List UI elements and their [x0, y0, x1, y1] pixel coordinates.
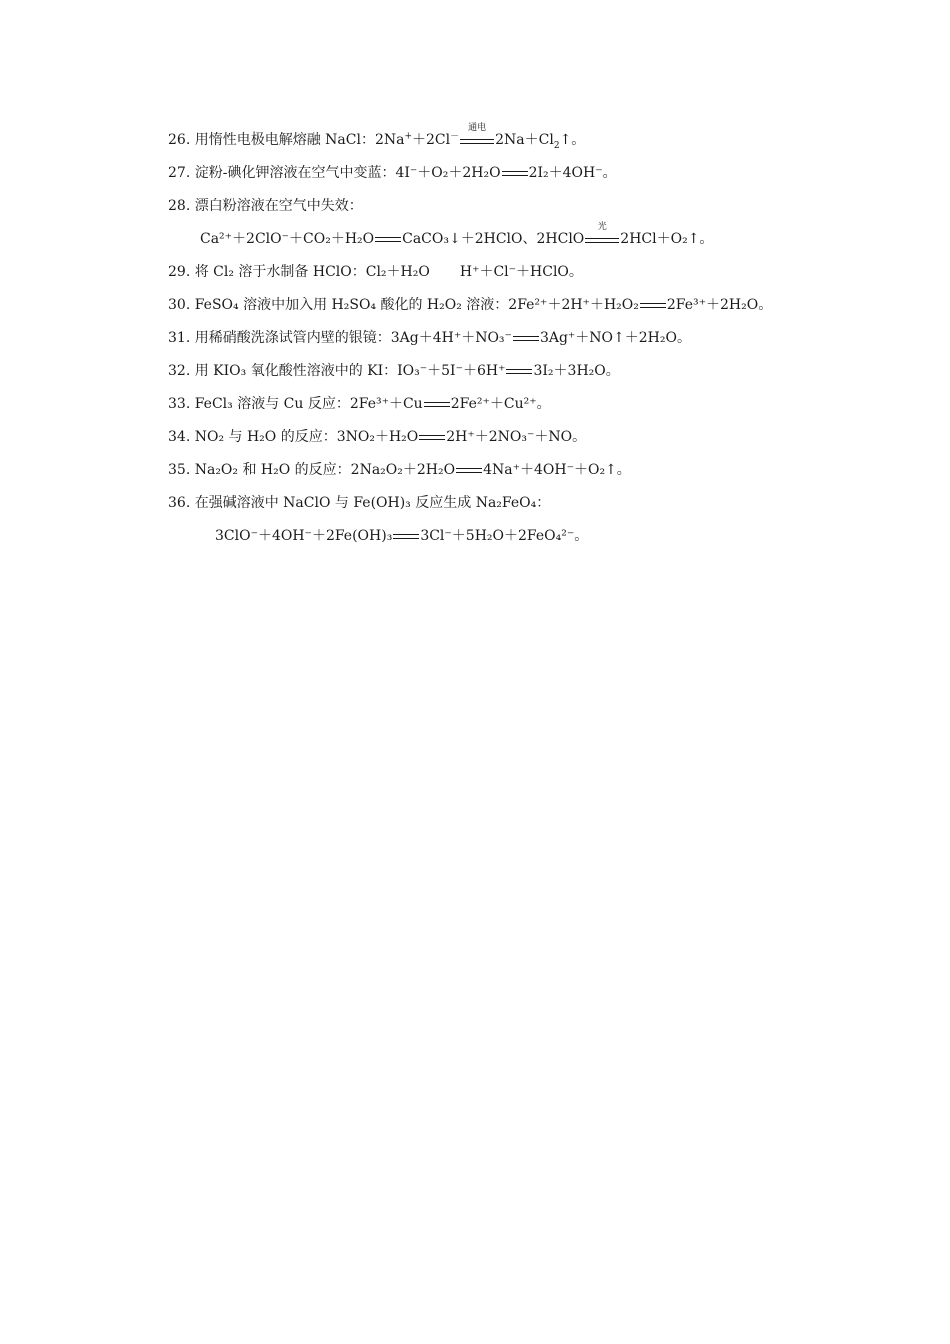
- equation-item-29: [168, 262, 583, 282]
- equals-sign: [424, 402, 450, 407]
- equation-item-34: [168, 427, 586, 447]
- item-text: 2Na＋Cl: [495, 132, 554, 148]
- equals-sign: [502, 171, 528, 176]
- item-text: 在强碱溶液中 NaClO 与 Fe(OH)₃ 反应生成 Na₂FeO₄：: [194, 495, 551, 511]
- equals-sign: [375, 237, 401, 242]
- superscript: +: [404, 131, 413, 142]
- equation-item-27: [168, 163, 617, 183]
- item-number: 35.: [168, 462, 191, 478]
- equals-sign: [513, 336, 539, 341]
- item-text: 将 Cl₂ 溶于水制备 HClO：Cl₂＋H₂O: [194, 264, 430, 280]
- item-text: 2H⁺＋2NO₃⁻＋NO。: [446, 429, 587, 445]
- item-text: Na₂O₂ 和 H₂O 的反应：2Na₂O₂＋2H₂O: [194, 462, 456, 478]
- item-text: ＋2Cl: [412, 132, 451, 148]
- equation-item-31: [168, 328, 691, 348]
- reaction-condition-arrow: [585, 222, 619, 246]
- condition-label: 光: [597, 222, 607, 232]
- item-text: 2HCl＋O₂↑。: [620, 231, 714, 247]
- equation-item-33: [168, 394, 551, 414]
- item-text: 3Cl⁻＋5H₂O＋2FeO₄²⁻。: [420, 528, 589, 544]
- item-text: CaCO₃↓＋2HClO、2HClO: [402, 231, 585, 247]
- item-number: 31.: [168, 330, 191, 346]
- item-number: 34.: [168, 429, 191, 445]
- item-text: 2Fe²⁺＋Cu²⁺。: [450, 396, 551, 412]
- item-text: ↑。: [559, 132, 586, 148]
- equals-sign: [393, 534, 419, 539]
- item-text: 2Fe³⁺＋2H₂O。: [666, 297, 773, 313]
- item-number: 26.: [168, 132, 191, 148]
- item-text: FeCl₃ 溶液与 Cu 反应：2Fe³⁺＋Cu: [194, 396, 423, 412]
- superscript: －: [450, 131, 460, 142]
- subscript: 2: [553, 140, 560, 151]
- item-text: Ca²⁺＋2ClO⁻＋CO₂＋H₂O: [200, 231, 375, 247]
- item-text: 3I₂＋3H₂O。: [533, 363, 620, 379]
- item-text: H⁺＋Cl⁻＋HClO。: [459, 264, 583, 280]
- item-number: 32.: [168, 363, 191, 379]
- item-text: 4Na⁺＋4OH⁻＋O₂↑。: [483, 462, 631, 478]
- item-text: 用 KIO₃ 氧化酸性溶液中的 KI：IO₃⁻＋5I⁻＋6H⁺: [194, 363, 506, 379]
- equals-sign: [506, 369, 532, 374]
- item-number: 27.: [168, 165, 191, 181]
- equation-item-36: [168, 493, 550, 513]
- equation-item-28: [168, 196, 363, 216]
- equals-sign: [419, 435, 445, 440]
- equation-item-32: [168, 361, 620, 381]
- equation-item-35: [168, 460, 631, 480]
- equation-item-36-continued: [215, 526, 588, 546]
- equation-item-30: [168, 295, 772, 315]
- equation-item-28-continued: [200, 222, 714, 249]
- item-number: 33.: [168, 396, 191, 412]
- condition-label: 通电: [468, 123, 487, 133]
- item-text: NO₂ 与 H₂O 的反应：3NO₂＋H₂O: [194, 429, 419, 445]
- item-number: 36.: [168, 495, 191, 511]
- item-text: 淀粉-碘化钾溶液在空气中变蓝：4I⁻＋O₂＋2H₂O: [194, 165, 501, 181]
- item-text: FeSO₄ 溶液中加入用 H₂SO₄ 酸化的 H₂O₂ 溶液：2Fe²⁺＋2H⁺＋H₂O₂: [194, 297, 639, 313]
- item-number: 30.: [168, 297, 191, 313]
- equals-sign: [640, 303, 666, 308]
- equals-sign: [456, 468, 482, 473]
- item-text: 2I₂＋4OH⁻。: [528, 165, 617, 181]
- item-text: 3ClO⁻＋4OH⁻＋2Fe(OH)₃: [215, 528, 393, 544]
- item-text: 漂白粉溶液在空气中失效：: [194, 198, 363, 214]
- item-number: 29.: [168, 264, 191, 280]
- equation-item-26: [168, 123, 586, 151]
- item-text: 用稀硝酸洗涤试管内壁的银镜：3Ag＋4H⁺＋NO₃⁻: [194, 330, 512, 346]
- reaction-condition-arrow: [460, 123, 494, 147]
- item-text: 用惰性电极电解熔融 NaCl：2Na: [194, 132, 405, 148]
- item-number: 28.: [168, 198, 191, 214]
- item-text: 3Ag⁺＋NO↑＋2H₂O。: [539, 330, 691, 346]
